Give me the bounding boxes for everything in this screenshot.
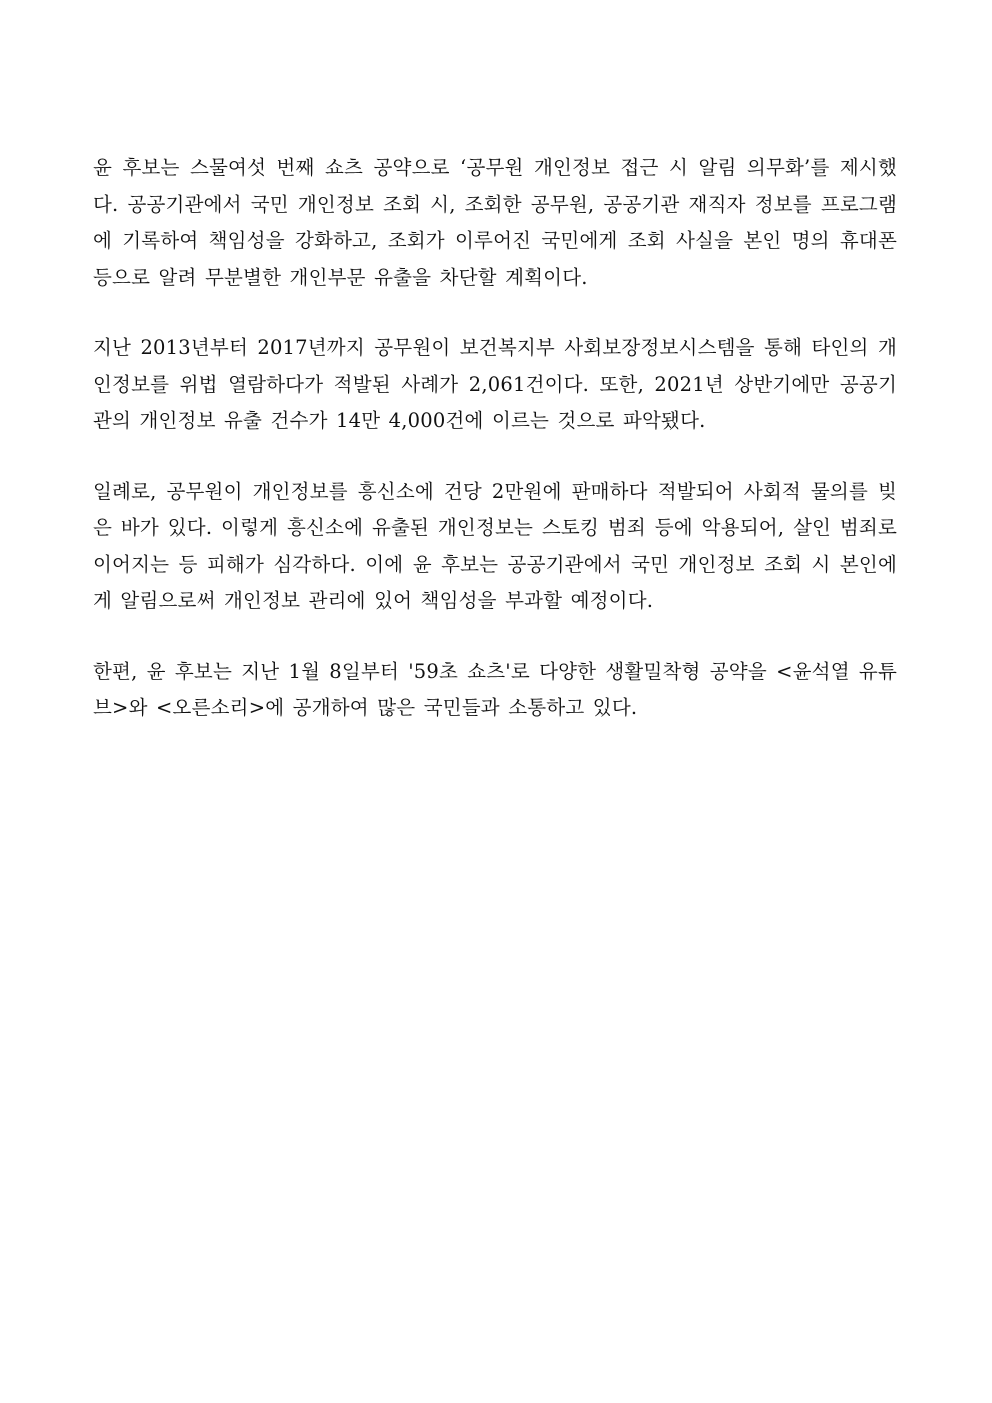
paragraph-2: 지난 2013년부터 2017년까지 공무원이 보건복지부 사회보장정보시스템을 통해 타인의 개인정보를 위법 열람하다가 적발된 사례가 2,061건이다. 또한, 2021년 상반기에만 공공기관의 개인정보 유출 건수가 14만 4,000건에 이르는 것으로 파악됐다. xyxy=(93,336,897,432)
document-body xyxy=(93,150,897,761)
paragraph-3: 일례로, 공무원이 개인정보를 흥신소에 건당 2만원에 판매하다 적발되어 사회적 물의를 빚은 바가 있다. 이렇게 흥신소에 유출된 개인정보는 스토킹 범죄 등에 악용되어, 살인 범죄로 이어지는 등 피해가 심각하다. 이에 윤 후보는 공공기관에서 국민 개인정보 조회 시 본인에게 알림으로써 개인정보 관리에 있어 책임성을 부과할 예정이다. xyxy=(93,479,897,612)
paragraph-1: 윤 후보는 스물여섯 번째 쇼츠 공약으로 ‘공무원 개인정보 접근 시 알림 의무화’를 제시했다. 공공기관에서 국민 개인정보 조회 시, 조회한 공무원, 공공기관 재직자 정보를 프로그램에 기록하여 책임성을 강화하고, 조회가 이루어진 국민에게 조회 사실을 본인 명의 휴대폰 등으로 알려 무분별한 개인부문 유출을 차단할 계획이다. xyxy=(93,156,897,289)
paragraph-4: 한편, 윤 후보는 지난 1월 8일부터 '59초 쇼츠'로 다양한 생활밀착형 공약을 <윤석열 유튜브>와 <오른소리>에 공개하여 많은 국민들과 소통하고 있다. xyxy=(93,659,897,719)
